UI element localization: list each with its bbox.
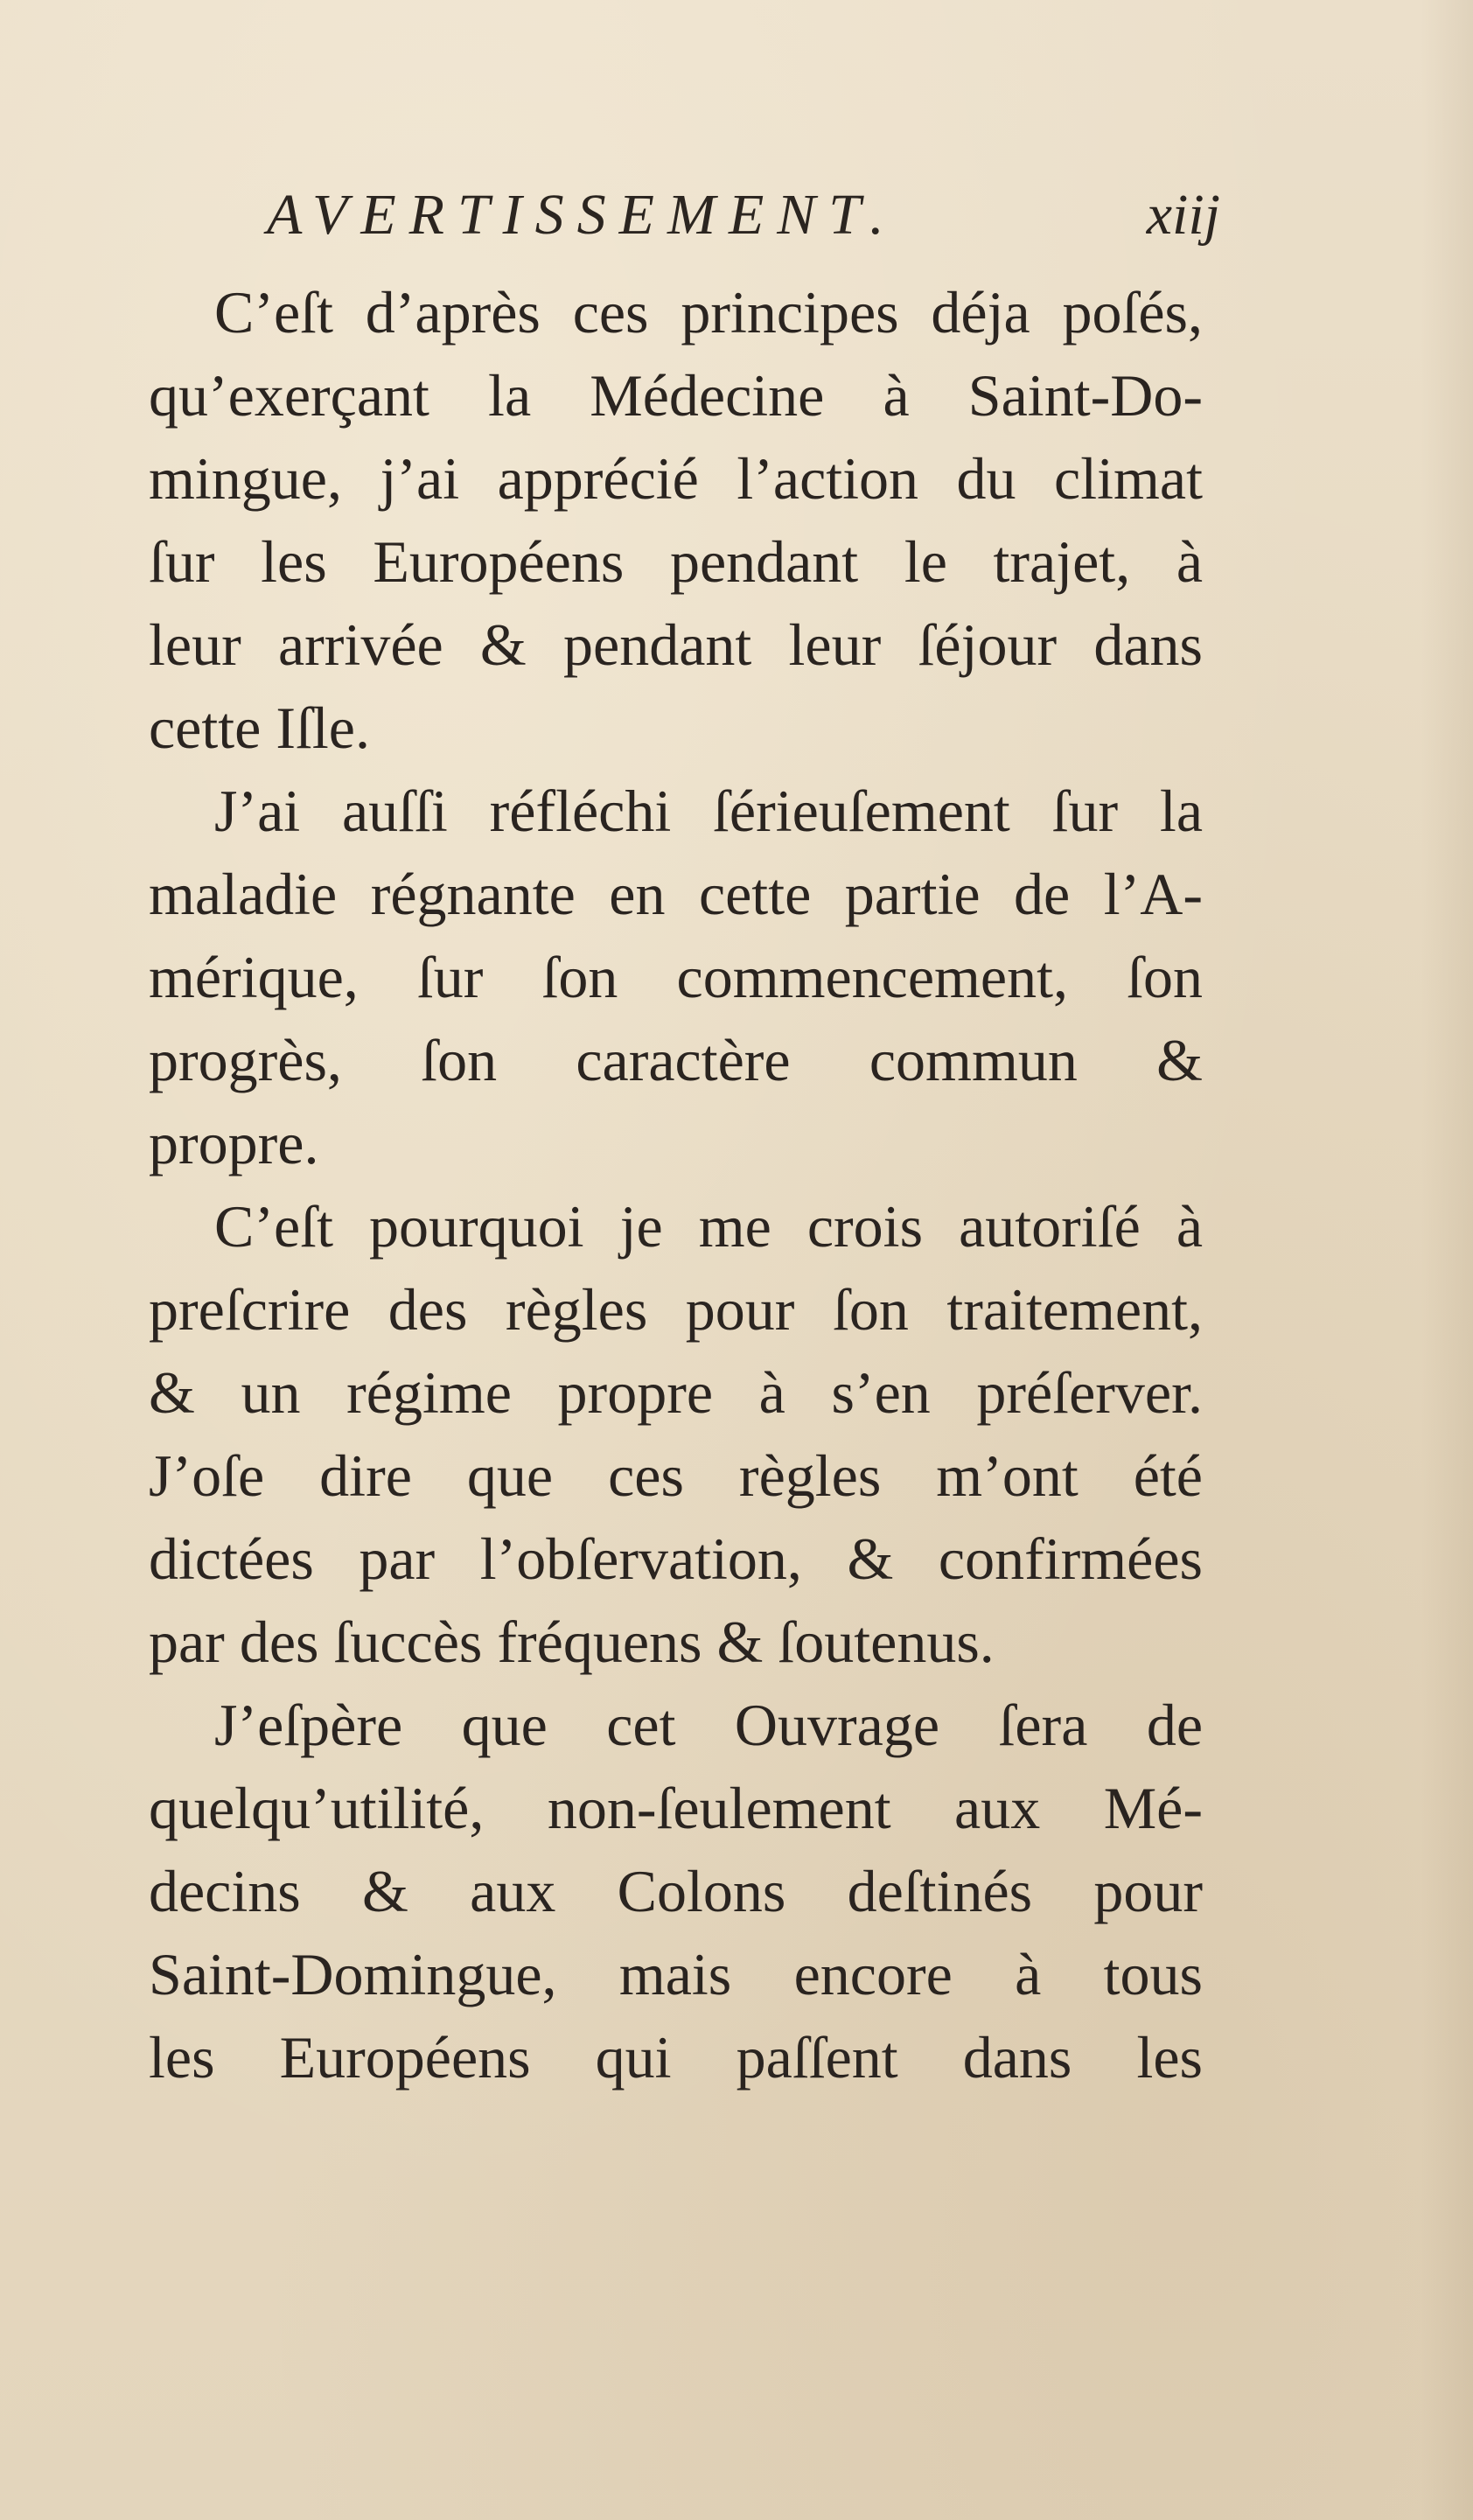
- paragraph-1: [149, 271, 1203, 770]
- text-line: maladie régnante en cette partie de l’A-: [149, 861, 1203, 927]
- body-text: [149, 271, 1203, 2099]
- text-line: decins & aux Colons deſtinés pour: [149, 1858, 1203, 1924]
- paragraph-4: [149, 1684, 1203, 2099]
- text-line: C’eſt d’après ces principes déja poſés,: [214, 279, 1203, 346]
- text-line: J’eſpère que cet Ouvrage ſera de: [214, 1692, 1203, 1758]
- text-line: J’ai auſſi réfléchi ſérieuſement ſur la: [214, 778, 1203, 844]
- text-line: mingue, j’ai apprécié l’action du climat: [149, 445, 1203, 512]
- page-header: [267, 166, 1220, 262]
- text-line: ſur les Européens pendant le trajet, à: [149, 528, 1203, 595]
- text-line: & un régime propre à s’en préſerver.: [149, 1359, 1203, 1426]
- text-line: dictées par l’obſervation, & confirmées: [149, 1525, 1203, 1592]
- text-line: par des ſuccès fréquens & ſoutenus.: [149, 1609, 995, 1675]
- text-line: progrès, ſon caractère commun &: [149, 1027, 1203, 1093]
- text-line: leur arrivée & pendant leur ſéjour dans: [149, 611, 1203, 678]
- text-line: preſcrire des règles pour ſon traitement,: [149, 1276, 1203, 1343]
- page-edge-shadow: [1421, 0, 1473, 2520]
- paragraph-3: [149, 1185, 1203, 1684]
- text-line: propre.: [149, 1110, 319, 1176]
- text-line: cette Iſle.: [149, 695, 370, 761]
- text-line: mérique, ſur ſon commencement, ſon: [149, 944, 1203, 1010]
- paragraph-2: [149, 770, 1203, 1185]
- text-line: C’eſt pourquoi je me crois autoriſé à: [214, 1193, 1203, 1260]
- text-line: quelqu’utilité, non-ſeulement aux Mé-: [149, 1775, 1203, 1841]
- text-line: qu’exerçant la Médecine à Saint-Do-: [149, 362, 1203, 429]
- text-line: J’oſe dire que ces règles m’ont été: [149, 1442, 1203, 1509]
- running-head: AVERTISSEMENT.: [267, 183, 897, 247]
- page-number: xiij: [1146, 183, 1220, 247]
- text-line: Saint-Domingue, mais encore à tous: [149, 1941, 1203, 2007]
- text-line: les Européens qui paſſent dans les: [149, 2024, 1203, 2091]
